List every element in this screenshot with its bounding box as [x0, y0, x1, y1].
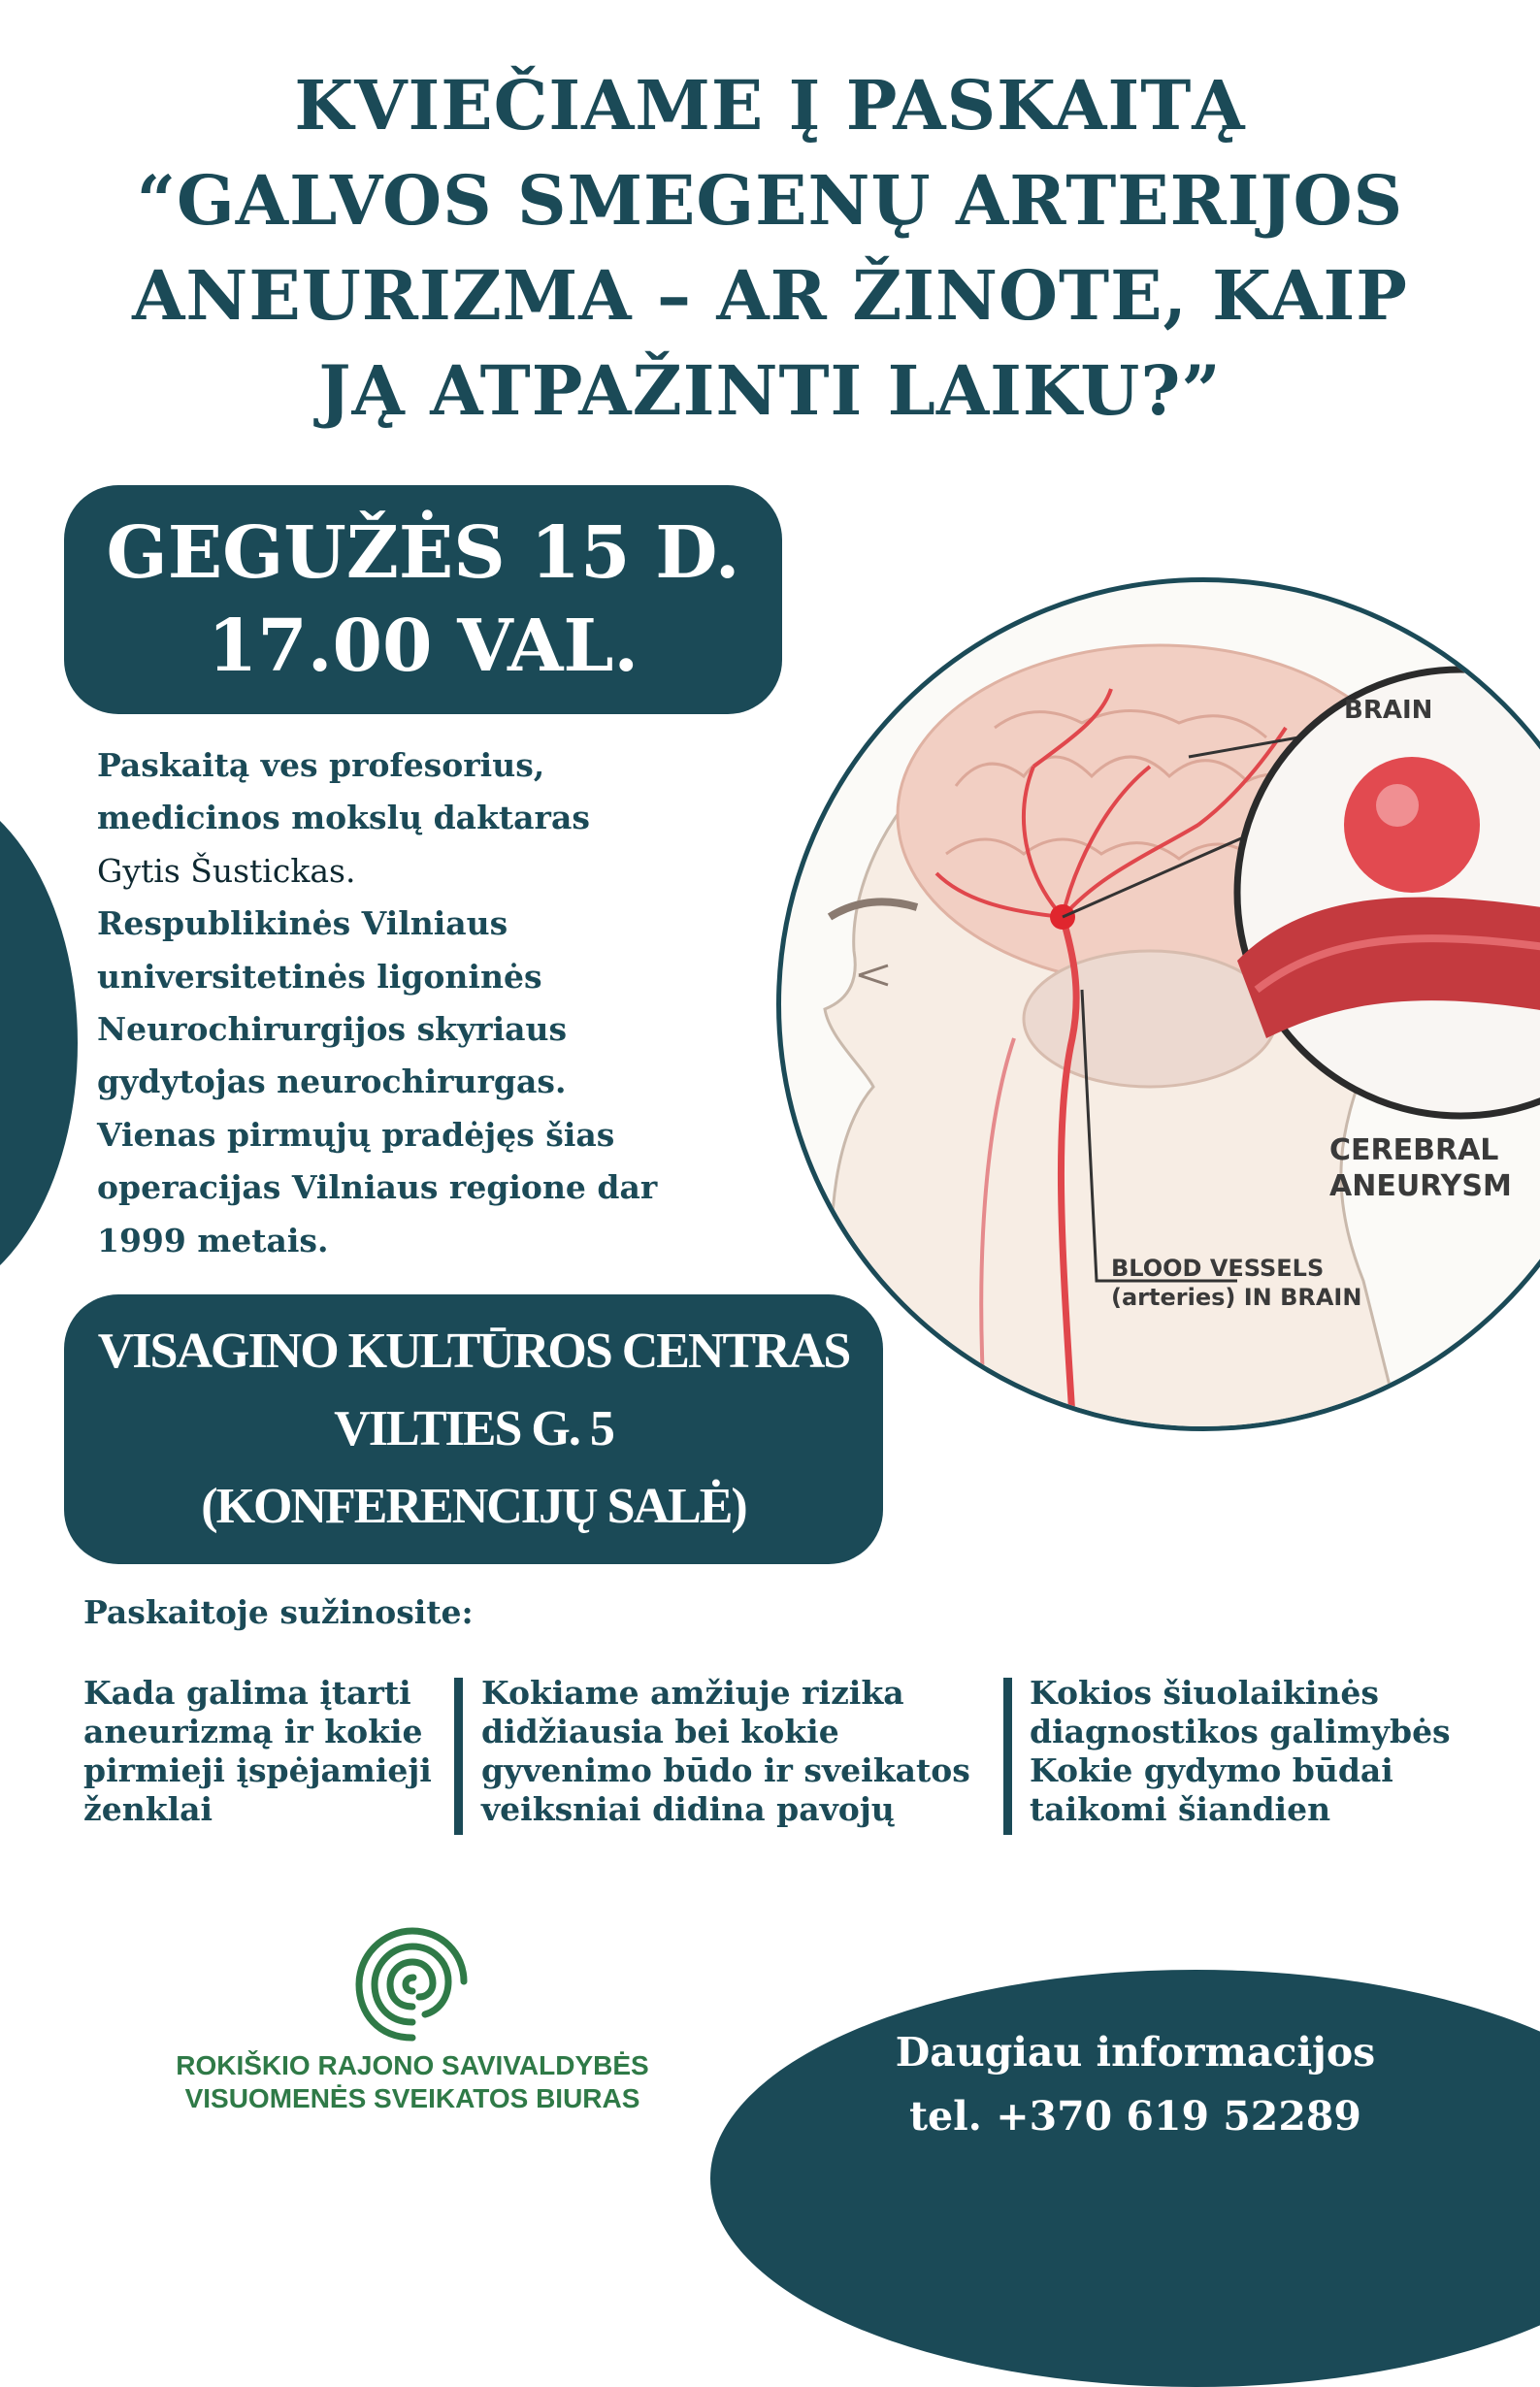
bio-line: 1999 metais.	[97, 1221, 329, 1259]
venue-line: VISAGINO KULTŪROS CENTRAS	[97, 1324, 850, 1379]
topic-line: taikomi šiandien	[1030, 1790, 1331, 1828]
venue-line: VILTIES G. 5	[334, 1401, 613, 1456]
brain-aneurysm-illustration	[776, 577, 1540, 1431]
topic-line: Kokiame amžiuje rizika	[481, 1674, 904, 1712]
title-line: KVIEČIAME Į PASKAITĄ	[294, 65, 1246, 146]
bio-line: universitetinės ligoninės	[97, 957, 542, 996]
event-date: GEGUŽĖS 15 D.	[106, 511, 740, 595]
learn-heading: Paskaitoje sužinosite:	[83, 1593, 474, 1631]
zoomed-aneurysm	[1344, 757, 1480, 893]
topic-line: Kada galima įtarti	[83, 1674, 411, 1712]
label-blood-vessels: BLOOD VESSELS	[1111, 1255, 1325, 1282]
label-brain: BRAIN	[1344, 696, 1433, 725]
topic-line: didžiausia bei kokie	[481, 1713, 839, 1750]
contact-info	[844, 2020, 1426, 2148]
topic-item	[83, 1674, 432, 1829]
bio-line: Paskaitą ves profesorius,	[97, 746, 545, 784]
brain-illustration-svg	[781, 582, 1540, 1431]
bio-line: Vienas pirmųjų pradėjęs šias	[97, 1115, 615, 1154]
title-line: JĄ ATPAŽINTI LAIKU?”	[318, 350, 1222, 431]
contact-phone[interactable]: tel. +370 619 52289	[909, 2093, 1361, 2140]
title-line: ANEURIZMA – AR ŽINOTE, KAIP	[132, 255, 1408, 336]
lecturer-bio	[97, 739, 776, 1267]
lecturer-name: Gytis Šustickas.	[97, 851, 356, 890]
date-time-box	[64, 485, 782, 714]
topic-line: aneurizmą ir kokie	[83, 1713, 423, 1750]
topic-divider	[1003, 1678, 1012, 1835]
topic-line: Kokios šiuolaikinės	[1030, 1674, 1379, 1712]
topic-line: gyvenimo būdo ir sveikatos	[481, 1751, 970, 1789]
bio-line: Neurochirurgijos skyriaus	[97, 1010, 568, 1049]
bio-line: gydytojas neurochirurgas.	[97, 1063, 567, 1101]
topic-item	[1030, 1674, 1451, 1829]
spiral-logo-icon	[349, 1921, 475, 2047]
event-time: 17.00 VAL.	[207, 605, 639, 688]
venue-line: (KONFERENCIJŲ SALĖ)	[201, 1479, 746, 1534]
venue-box	[64, 1294, 883, 1564]
bio-line: medicinos mokslų daktaras	[97, 799, 590, 837]
topic-line: veiksniai didina pavojų	[481, 1790, 895, 1828]
zoomed-aneurysm-highlight	[1376, 784, 1419, 827]
topic-line: pirmieji įspėjamieji	[83, 1751, 432, 1789]
topic-line: ženklai	[83, 1790, 213, 1828]
label-cerebral: CEREBRAL	[1329, 1133, 1499, 1167]
org-line: VISUOMENĖS SVEIKATOS BIURAS	[184, 2083, 640, 2113]
cerebellum	[1024, 951, 1276, 1087]
organization-name	[97, 2049, 728, 2115]
contact-label: Daugiau informacijos	[895, 2029, 1376, 2076]
page-title	[39, 58, 1501, 439]
topic-item	[481, 1674, 970, 1829]
title-line: “GALVOS SMEGENŲ ARTERIJOS	[136, 160, 1404, 241]
topic-line: diagnostikos galimybės	[1030, 1713, 1451, 1750]
label-aneurysm: ANEURYSM	[1329, 1169, 1512, 1203]
topic-line: Kokie gydymo būdai	[1030, 1751, 1393, 1789]
label-arteries: (arteries) IN BRAIN	[1111, 1284, 1362, 1311]
topic-divider	[454, 1678, 463, 1835]
topics-row	[83, 1674, 1481, 1839]
decorative-left-disc	[0, 781, 78, 1305]
org-line: ROKIŠKIO RAJONO SAVIVALDYBĖS	[176, 2050, 649, 2080]
bio-line: operacijas Vilniaus regione dar	[97, 1168, 658, 1207]
bio-line: Respublikinės Vilniaus	[97, 904, 508, 943]
